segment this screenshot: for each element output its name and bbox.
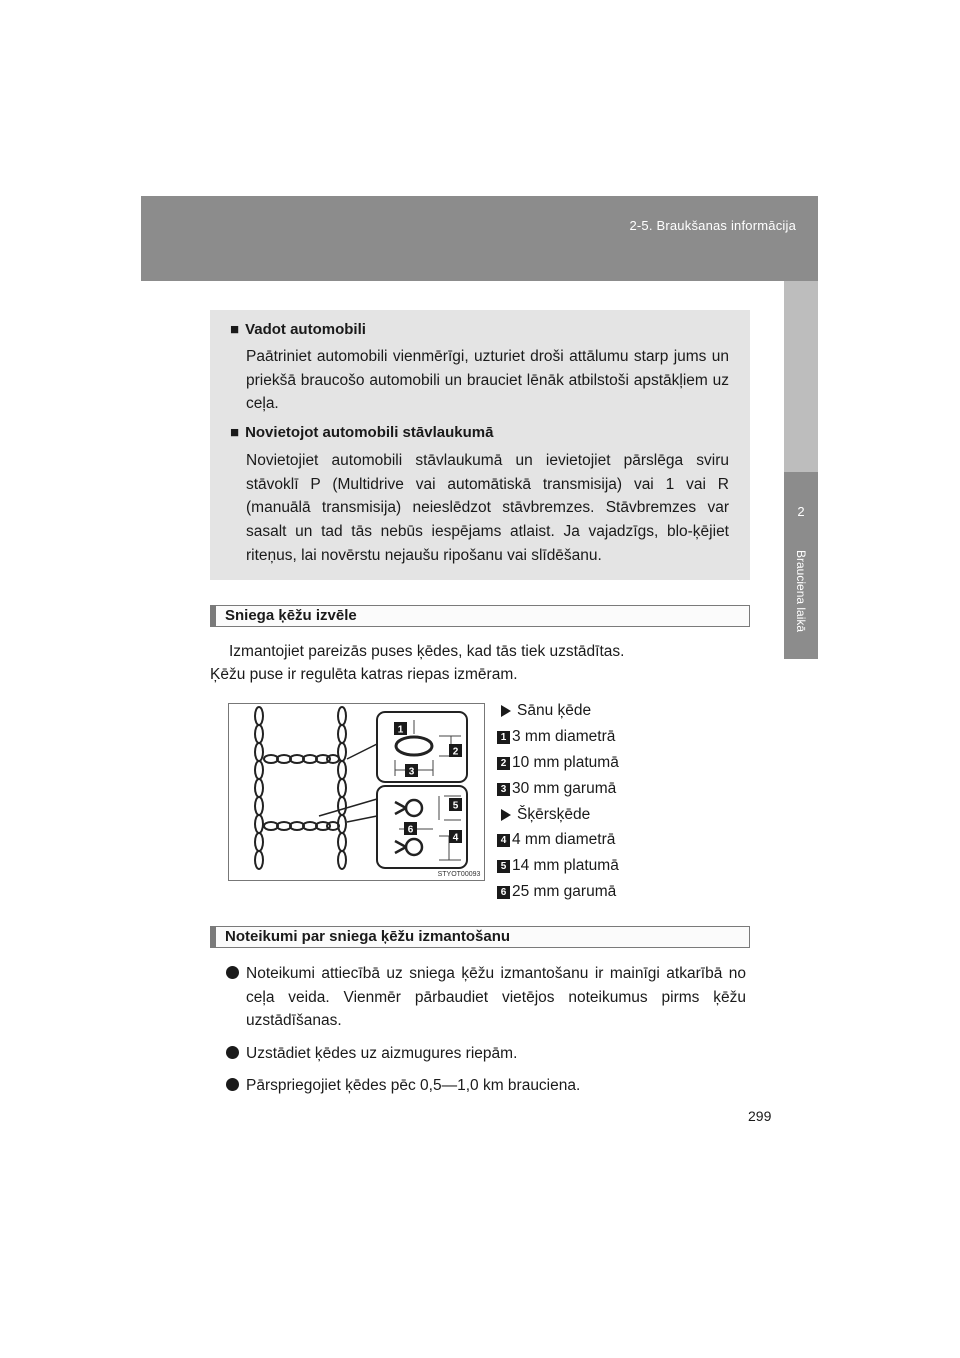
heading-marker xyxy=(211,606,216,626)
chapter-tab xyxy=(784,472,818,659)
legend-item: 2 10 mm platumā xyxy=(497,753,619,773)
bullet-dot-icon xyxy=(226,1078,239,1091)
triangle-icon xyxy=(501,809,511,821)
number-badge: 3 xyxy=(497,783,510,796)
page-number: 299 xyxy=(748,1108,772,1124)
chapter-label: Brauciena laikā xyxy=(794,550,808,633)
info-section-heading: ■ Novietojot automobili stāvlaukumā xyxy=(230,424,494,441)
bullet-dot-icon xyxy=(226,1046,239,1059)
square-bullet-icon: ■ xyxy=(230,321,240,338)
intro-text: Izmantojiet pareizās puses ķēdes, kad tās tiek uzstādītas. xyxy=(229,643,625,660)
number-badge: 1 xyxy=(497,731,510,744)
info-box xyxy=(210,310,750,580)
vertical-chain-left xyxy=(255,707,263,869)
triangle-icon xyxy=(501,705,511,717)
cross-chain-upper xyxy=(264,755,339,763)
vertical-chain-right xyxy=(338,707,346,869)
side-tab-spacer xyxy=(784,281,818,472)
callout-3: 3 xyxy=(408,766,415,778)
legend-group-cross: Šķērsķēde xyxy=(497,805,590,825)
callout-1: 1 xyxy=(397,724,404,736)
section-heading: Noteikumi par sniega ķēžu izmantošanu xyxy=(210,926,750,948)
number-badge: 4 xyxy=(497,834,510,847)
bullet-dot-icon xyxy=(226,966,239,979)
number-badge: 5 xyxy=(497,860,510,873)
section-title: 2-5. Braukšanas informācija xyxy=(629,218,796,233)
list-item: Noteikumi attiecībā uz sniega ķēžu izmantošanu ir mainīgi atkarībā no ceļa veida. Vienmēr pārbaudiet vietējos noteikumus pirms ķēžu uzstādīšanas. xyxy=(226,962,746,1034)
snow-chain-illustration xyxy=(229,704,484,880)
figure-code: STYOT00093 xyxy=(437,871,481,878)
section-heading: Sniega ķēžu izvēle xyxy=(210,605,750,627)
legend-item: 5 14 mm platumā xyxy=(497,856,619,876)
number-badge: 2 xyxy=(497,757,510,770)
header-band xyxy=(141,196,818,281)
intro-text: Ķēžu puse ir regulēta katras riepas izmēram. xyxy=(210,666,518,683)
info-section-heading: ■ Vadot automobili xyxy=(230,321,366,338)
heading-marker xyxy=(211,927,216,947)
callout-2: 2 xyxy=(452,746,459,758)
legend-item: 3 30 mm garumā xyxy=(497,779,616,799)
info-section-body: Paātriniet automobili vienmērīgi, uzturiet droši attālumu starp jums un priekšā braucošo automobili un brauciet lēnāk atbilstoši apstākļiem uz ceļa. xyxy=(246,348,729,413)
callout-6: 6 xyxy=(407,824,414,836)
list-item: Pārspriegojiet ķēdes pēc 0,5—1,0 km brauciena. xyxy=(226,1074,746,1098)
cross-chain-lower xyxy=(264,822,339,830)
callout-4: 4 xyxy=(452,832,459,844)
legend-group-side: Sānu ķēde xyxy=(497,701,591,721)
info-section-body: Novietojiet automobili stāvlaukumā un ievietojiet pārslēga sviru stāvoklī P (Multidrive vai automātiskā transmisija) vai 1 vai R (manuālā transmisija) neieslēdzot stāvbremzes. Stāvbremzes var sasalt un tad tās nebūs iespējams atlaist. Ja vajadzīgs, blo-ķējiet riteņus, lai novērstu nejaušu ripošanu vai slīdēšanu. xyxy=(246,452,729,564)
legend-item: 1 3 mm diametrā xyxy=(497,727,615,747)
legend-item: 4 4 mm diametrā xyxy=(497,830,615,850)
snow-chain-figure xyxy=(228,703,485,881)
number-badge: 6 xyxy=(497,886,510,899)
legend-item: 6 25 mm garumā xyxy=(497,882,616,902)
square-bullet-icon: ■ xyxy=(230,424,240,441)
chapter-number: 2 xyxy=(797,504,805,519)
list-item: Uzstādiet ķēdes uz aizmugures riepām. xyxy=(226,1042,746,1066)
callout-5: 5 xyxy=(452,800,459,812)
